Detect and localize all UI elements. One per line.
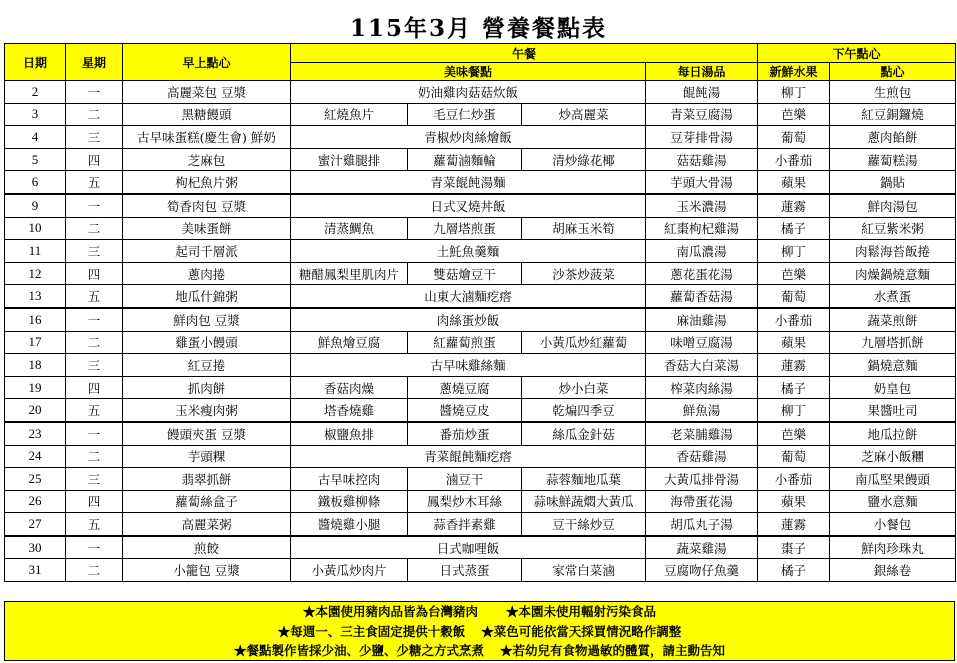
lunch-dish-cell: 滷豆干: [408, 468, 522, 491]
weekday-cell: 一: [66, 308, 123, 331]
menu-row: [5, 126, 956, 149]
weekday-cell: 三: [66, 354, 123, 377]
breakfast-cell: 古早味蛋糕(慶生會) 鮮奶: [123, 126, 291, 149]
menu-row: [5, 285, 956, 308]
soup-cell: 菇菇雞湯: [646, 148, 758, 171]
weekday-cell: 五: [66, 513, 123, 536]
weekday-cell: 四: [66, 148, 123, 171]
snack-cell: 鍋燒意麵: [830, 354, 956, 377]
lunch-dish-cell: 香菇肉燥: [291, 376, 408, 399]
breakfast-cell: 芋頭粿: [123, 445, 291, 468]
lunch-dish-cell: 清蒸鯛魚: [291, 217, 408, 240]
date-cell: 2: [5, 81, 66, 104]
weekday-cell: 一: [66, 422, 123, 445]
breakfast-cell: 玉米瘦肉粥: [123, 399, 291, 422]
soup-cell: 胡瓜丸子湯: [646, 513, 758, 536]
weekday-cell: 二: [66, 217, 123, 240]
menu-row: [5, 354, 956, 377]
snack-cell: 小餐包: [830, 513, 956, 536]
lunch-dish-cell: 糖醋鳳梨里肌肉片: [291, 262, 408, 285]
lunch-dish-cell: 日式叉燒丼飯: [291, 194, 646, 217]
breakfast-cell: 煎餃: [123, 536, 291, 559]
snack-cell: 地瓜拉餅: [830, 422, 956, 445]
notice-line-1: [5, 602, 954, 622]
menu-row: [5, 81, 956, 104]
breakfast-cell: 枸杞魚片粥: [123, 171, 291, 194]
lunch-dish-cell: 古早味雞絲麵: [291, 354, 646, 377]
snack-cell: 肉燥鍋燒意麵: [830, 262, 956, 285]
breakfast-cell: 蔥肉捲: [123, 262, 291, 285]
weekday-cell: 四: [66, 262, 123, 285]
lunch-dish-cell: 蒜味鮮蔬燜大黃瓜: [522, 490, 646, 513]
date-cell: 18: [5, 354, 66, 377]
lunch-dish-cell: 九層塔煎蛋: [408, 217, 522, 240]
lunch-dish-cell: 紅燒魚片: [291, 103, 408, 126]
snack-cell: 鮮肉珍珠丸: [830, 536, 956, 559]
breakfast-cell: 抓肉餅: [123, 376, 291, 399]
soup-cell: 豆腐吻仔魚羹: [646, 559, 758, 582]
header-lunch-main: 美味餐點: [291, 63, 646, 81]
lunch-dish-cell: 蒜香拌素雞: [408, 513, 522, 536]
header-row-top: [5, 44, 956, 63]
date-cell: 6: [5, 171, 66, 194]
lunch-dish-cell: 山東大滷麵疙瘩: [291, 285, 646, 308]
header-lunch: 午餐: [291, 44, 758, 63]
breakfast-cell: 高麗菜包 豆漿: [123, 81, 291, 104]
snack-cell: 紅豆銅鑼燒: [830, 103, 956, 126]
notice-allergy: ★若幼兒有食物過敏的體質，請主動告知: [500, 643, 726, 658]
date-cell: 31: [5, 559, 66, 582]
soup-cell: 香菇大白菜湯: [646, 354, 758, 377]
soup-cell: 豆芽排骨湯: [646, 126, 758, 149]
lunch-dish-cell: 乾煸四季豆: [522, 399, 646, 422]
snack-cell: 銀絲卷: [830, 559, 956, 582]
breakfast-cell: 蘿蔔絲盒子: [123, 490, 291, 513]
menu-row: [5, 513, 956, 536]
date-cell: 13: [5, 285, 66, 308]
lunch-dish-cell: 蜜汁雞腿排: [291, 148, 408, 171]
snack-cell: 鹽水意麵: [830, 490, 956, 513]
breakfast-cell: 高麗菜粥: [123, 513, 291, 536]
lunch-dish-cell: 奶油雞肉菇菇炊飯: [291, 81, 646, 104]
menu-row: [5, 445, 956, 468]
soup-cell: 鮮魚湯: [646, 399, 758, 422]
notice-menu-adjust: ★菜色可能依當天採買情況略作調整: [481, 623, 682, 639]
lunch-dish-cell: 毛豆仁炒蛋: [408, 103, 522, 126]
fruit-cell: 棗子: [758, 536, 830, 559]
fruit-cell: 橘子: [758, 376, 830, 399]
lunch-dish-cell: 日式蒸蛋: [408, 559, 522, 582]
snack-cell: 肉鬆海苔飯捲: [830, 240, 956, 263]
lunch-dish-cell: 紅蘿蔔煎蛋: [408, 331, 522, 354]
fruit-cell: 蓮霧: [758, 194, 830, 217]
date-cell: 23: [5, 422, 66, 445]
date-cell: 16: [5, 308, 66, 331]
soup-cell: 青菜豆腐湯: [646, 103, 758, 126]
fruit-cell: 蓮霧: [758, 354, 830, 377]
menu-table: [4, 43, 956, 582]
lunch-dish-cell: 小黃瓜炒紅蘿蔔: [522, 331, 646, 354]
fruit-cell: 芭樂: [758, 262, 830, 285]
lunch-dish-cell: 胡麻玉米筍: [522, 217, 646, 240]
lunch-dish-cell: 肉絲蛋炒飯: [291, 308, 646, 331]
fruit-cell: 芭樂: [758, 422, 830, 445]
weekday-cell: 一: [66, 536, 123, 559]
fruit-cell: 小番茄: [758, 148, 830, 171]
header-fruit: 新鮮水果: [758, 63, 830, 81]
breakfast-cell: 小籠包 豆漿: [123, 559, 291, 582]
date-cell: 25: [5, 468, 66, 491]
lunch-dish-cell: 炒高麗菜: [522, 103, 646, 126]
lunch-dish-cell: 醬燒雞小腿: [291, 513, 408, 536]
soup-cell: 味噌豆腐湯: [646, 331, 758, 354]
menu-row: [5, 217, 956, 240]
breakfast-cell: 美味蛋餅: [123, 217, 291, 240]
snack-cell: 生煎包: [830, 81, 956, 104]
weekday-cell: 二: [66, 103, 123, 126]
snack-cell: 鮮肉湯包: [830, 194, 956, 217]
menu-row: [5, 468, 956, 491]
weekday-cell: 五: [66, 285, 123, 308]
date-cell: 26: [5, 490, 66, 513]
soup-cell: 蔥花蛋花湯: [646, 262, 758, 285]
fruit-cell: 柳丁: [758, 399, 830, 422]
menu-row: [5, 171, 956, 194]
fruit-cell: 小番茄: [758, 468, 830, 491]
date-cell: 17: [5, 331, 66, 354]
menu-row: [5, 331, 956, 354]
breakfast-cell: 芝麻包: [123, 148, 291, 171]
weekday-cell: 一: [66, 81, 123, 104]
date-cell: 9: [5, 194, 66, 217]
date-cell: 24: [5, 445, 66, 468]
lunch-dish-cell: 青菜餛飩麵疙瘩: [291, 445, 646, 468]
date-cell: 20: [5, 399, 66, 422]
snack-cell: 紅豆紫米粥: [830, 217, 956, 240]
breakfast-cell: 黑糖饅頭: [123, 103, 291, 126]
lunch-dish-cell: 土魠魚羹麵: [291, 240, 646, 263]
fruit-cell: 蘋果: [758, 490, 830, 513]
notice-line-2: [5, 622, 954, 642]
snack-cell: 芝麻小飯糰: [830, 445, 956, 468]
menu-row: [5, 308, 956, 331]
snack-cell: 蔬菜煎餅: [830, 308, 956, 331]
breakfast-cell: 翡翠抓餅: [123, 468, 291, 491]
fruit-cell: 柳丁: [758, 81, 830, 104]
lunch-dish-cell: 鐵板雞柳條: [291, 490, 408, 513]
lunch-dish-cell: 醬燒豆皮: [408, 399, 522, 422]
snack-cell: 南瓜堅果饅頭: [830, 468, 956, 491]
breakfast-cell: 地瓜什錦粥: [123, 285, 291, 308]
soup-cell: 玉米濃湯: [646, 194, 758, 217]
menu-row: [5, 194, 956, 217]
notice-pork: ★本園使用豬肉品皆為台灣豬肉: [302, 604, 478, 619]
notice-footer: [4, 601, 955, 661]
soup-cell: 芋頭大骨湯: [646, 171, 758, 194]
lunch-dish-cell: 椒鹽魚排: [291, 422, 408, 445]
lunch-dish-cell: 古早味控肉: [291, 468, 408, 491]
fruit-cell: 葡萄: [758, 285, 830, 308]
menu-row: [5, 240, 956, 263]
soup-cell: 榨菜肉絲湯: [646, 376, 758, 399]
lunch-dish-cell: 清炒綠花椰: [522, 148, 646, 171]
breakfast-cell: 起司千層派: [123, 240, 291, 263]
menu-row: [5, 490, 956, 513]
snack-cell: 蘿蔔糕湯: [830, 148, 956, 171]
header-date: 日期: [5, 44, 66, 81]
weekday-cell: 三: [66, 126, 123, 149]
weekday-cell: 四: [66, 376, 123, 399]
breakfast-cell: 雞蛋小饅頭: [123, 331, 291, 354]
lunch-dish-cell: 青椒炒肉絲燴飯: [291, 126, 646, 149]
lunch-dish-cell: 家常白菜滷: [522, 559, 646, 582]
menu-row: [5, 536, 956, 559]
fruit-cell: 蘋果: [758, 171, 830, 194]
notice-radiation: ★本園未使用輻射污染食品: [506, 604, 657, 619]
menu-body: [5, 81, 956, 582]
weekday-cell: 二: [66, 331, 123, 354]
date-cell: 30: [5, 536, 66, 559]
snack-cell: 鍋貼: [830, 171, 956, 194]
soup-cell: 紅棗枸杞雞湯: [646, 217, 758, 240]
menu-row: [5, 376, 956, 399]
lunch-dish-cell: 小黃瓜炒肉片: [291, 559, 408, 582]
header-snack: 點心: [830, 63, 956, 81]
lunch-dish-cell: 蘿蔔滷麵輪: [408, 148, 522, 171]
lunch-dish-cell: 日式咖哩飯: [291, 536, 646, 559]
menu-row: [5, 559, 956, 582]
snack-cell: 九層塔抓餅: [830, 331, 956, 354]
date-cell: 27: [5, 513, 66, 536]
weekday-cell: 一: [66, 194, 123, 217]
header-soup: 每日湯品: [646, 63, 758, 81]
soup-cell: 蔬菜雞湯: [646, 536, 758, 559]
soup-cell: 麻油雞湯: [646, 308, 758, 331]
menu-row: [5, 399, 956, 422]
soup-cell: 海帶蛋花湯: [646, 490, 758, 513]
lunch-dish-cell: 鳳梨炒木耳絲: [408, 490, 522, 513]
lunch-dish-cell: 豆干絲炒豆: [522, 513, 646, 536]
fruit-cell: 橘子: [758, 559, 830, 582]
fruit-cell: 芭樂: [758, 103, 830, 126]
menu-row: [5, 262, 956, 285]
weekday-cell: 四: [66, 490, 123, 513]
breakfast-cell: 饅頭夾蛋 豆漿: [123, 422, 291, 445]
breakfast-cell: 鮮肉包 豆漿: [123, 308, 291, 331]
lunch-dish-cell: 青菜餛飩湯麵: [291, 171, 646, 194]
lunch-dish-cell: 蒜蓉麵地瓜葉: [522, 468, 646, 491]
snack-cell: 果醬吐司: [830, 399, 956, 422]
lunch-dish-cell: 絲瓜金針菇: [522, 422, 646, 445]
weekday-cell: 三: [66, 468, 123, 491]
menu-row: [5, 148, 956, 171]
soup-cell: 老菜脯雞湯: [646, 422, 758, 445]
lunch-dish-cell: 鮮魚燴豆腐: [291, 331, 408, 354]
fruit-cell: 柳丁: [758, 240, 830, 263]
page-title: 115年3月 營養餐點表: [349, 15, 608, 42]
soup-cell: 大黃瓜排骨湯: [646, 468, 758, 491]
lunch-dish-cell: 炒小白菜: [522, 376, 646, 399]
fruit-cell: 小番茄: [758, 308, 830, 331]
fruit-cell: 橘子: [758, 217, 830, 240]
weekday-cell: 五: [66, 171, 123, 194]
notice-healthy-cooking: ★餐點製作皆採少油、少鹽、少糖之方式烹煮: [233, 643, 484, 658]
menu-row: [5, 422, 956, 445]
date-cell: 5: [5, 148, 66, 171]
lunch-dish-cell: 塔香燒雞: [291, 399, 408, 422]
breakfast-cell: 紅豆捲: [123, 354, 291, 377]
snack-cell: 水煮蛋: [830, 285, 956, 308]
soup-cell: 蘿蔔香菇湯: [646, 285, 758, 308]
lunch-dish-cell: 沙茶炒菠菜: [522, 262, 646, 285]
soup-cell: 香菇雞湯: [646, 445, 758, 468]
lunch-dish-cell: 番茄炒蛋: [408, 422, 522, 445]
lunch-dish-cell: 雙菇燴豆干: [408, 262, 522, 285]
weekday-cell: 二: [66, 445, 123, 468]
date-cell: 3: [5, 103, 66, 126]
soup-cell: 餛飩湯: [646, 81, 758, 104]
weekday-cell: 三: [66, 240, 123, 263]
header-breakfast: 早上點心: [123, 44, 291, 81]
date-cell: 19: [5, 376, 66, 399]
header-weekday: 星期: [66, 44, 123, 81]
menu-row: [5, 103, 956, 126]
notice-line-3: [5, 641, 954, 661]
fruit-cell: 葡萄: [758, 445, 830, 468]
snack-cell: 蔥肉餡餅: [830, 126, 956, 149]
notice-grain-rice: ★每週一、三主食固定提供十穀飯: [277, 623, 466, 639]
lunch-dish-cell: 蔥燒豆腐: [408, 376, 522, 399]
fruit-cell: 葡萄: [758, 126, 830, 149]
fruit-cell: 蓮霧: [758, 513, 830, 536]
date-cell: 12: [5, 262, 66, 285]
breakfast-cell: 筍香肉包 豆漿: [123, 194, 291, 217]
snack-cell: 奶皇包: [830, 376, 956, 399]
fruit-cell: 蘋果: [758, 331, 830, 354]
date-cell: 11: [5, 240, 66, 263]
header-afternoon: 下午點心: [758, 44, 956, 63]
weekday-cell: 五: [66, 399, 123, 422]
weekday-cell: 二: [66, 559, 123, 582]
soup-cell: 南瓜濃湯: [646, 240, 758, 263]
date-cell: 4: [5, 126, 66, 149]
date-cell: 10: [5, 217, 66, 240]
